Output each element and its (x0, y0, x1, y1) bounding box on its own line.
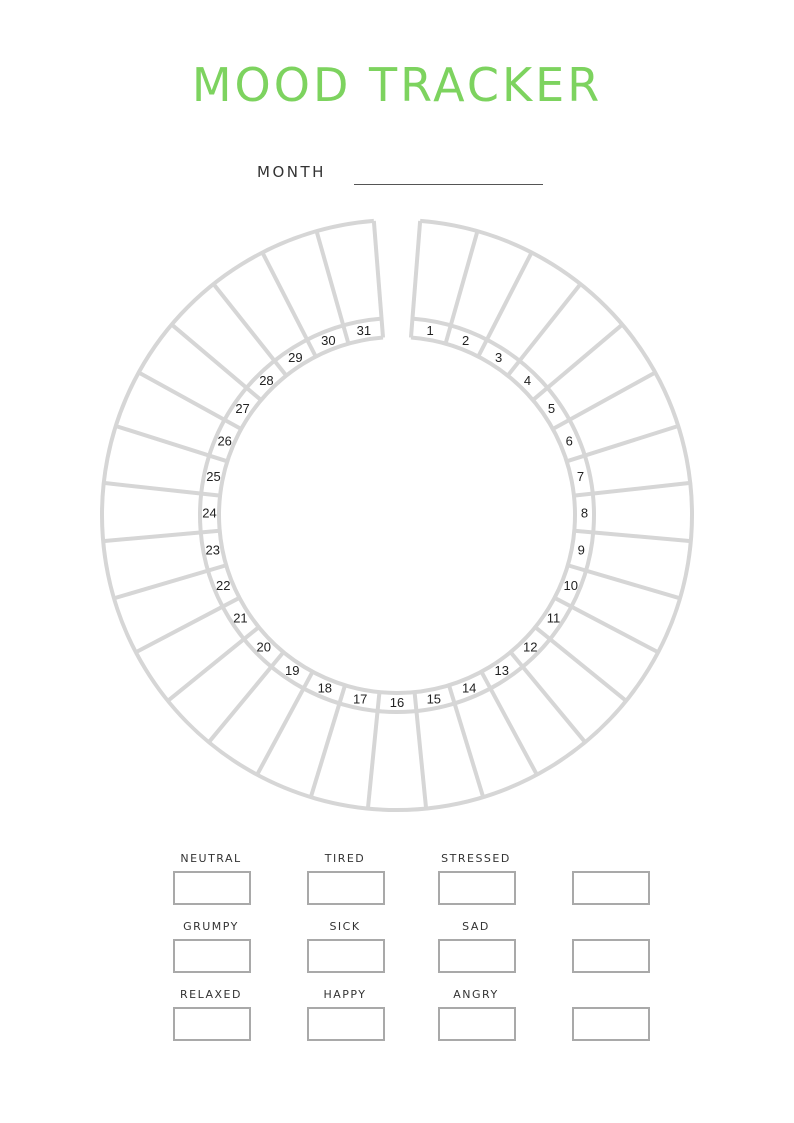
day-number-20: 20 (256, 639, 271, 655)
day-number-10: 10 (563, 577, 579, 593)
day-number-21: 21 (233, 610, 248, 626)
day-number-12: 12 (523, 639, 538, 655)
day-number-9: 9 (577, 542, 585, 558)
day-number-19: 19 (285, 663, 300, 679)
legend-label-relaxed: RELAXED (180, 988, 242, 1001)
legend-color-box-sick[interactable] (307, 939, 385, 973)
day-number-4: 4 (523, 372, 532, 388)
day-number-15: 15 (426, 691, 442, 707)
legend-color-box-neutral[interactable] (173, 871, 251, 905)
legend-color-box-happy[interactable] (307, 1007, 385, 1041)
day-number-18: 18 (317, 680, 333, 696)
day-number-11: 11 (546, 610, 561, 626)
day-number-24: 24 (202, 505, 217, 521)
day-number-30: 30 (321, 333, 336, 349)
legend-label-angry: ANGRY (453, 988, 499, 1001)
month-label: MONTH (257, 163, 326, 181)
day-number-2: 2 (462, 333, 470, 349)
mood-cell-day-16[interactable] (368, 713, 426, 808)
legend-color-box-tired[interactable] (307, 871, 385, 905)
day-number-13: 13 (494, 663, 509, 679)
day-number-27: 27 (235, 401, 250, 417)
day-number-5: 5 (547, 401, 556, 417)
legend-color-box-blank-1[interactable] (572, 871, 650, 905)
legend-color-box-relaxed[interactable] (173, 1007, 251, 1041)
mood-cell-day-24[interactable] (104, 483, 199, 541)
legend-color-box-angry[interactable] (438, 1007, 516, 1041)
legend-color-box-blank-3[interactable] (572, 1007, 650, 1041)
day-number-25: 25 (206, 468, 221, 484)
legend-color-box-grumpy[interactable] (173, 939, 251, 973)
legend-color-box-sad[interactable] (438, 939, 516, 973)
legend-color-box-stressed[interactable] (438, 871, 516, 905)
day-number-1: 1 (426, 322, 434, 338)
day-number-17: 17 (352, 691, 368, 707)
day-number-7: 7 (576, 468, 585, 484)
legend-color-box-blank-2[interactable] (572, 939, 650, 973)
day-number-3: 3 (494, 349, 503, 365)
day-number-26: 26 (217, 433, 232, 449)
day-number-6: 6 (565, 433, 573, 449)
legend-label-sad: SAD (462, 920, 490, 933)
mood-cell-day-8[interactable] (595, 483, 690, 541)
day-number-28: 28 (259, 372, 274, 388)
legend-label-neutral: NEUTRAL (180, 852, 242, 865)
legend-label-happy: HAPPY (323, 988, 367, 1001)
day-number-8: 8 (580, 505, 589, 521)
day-number-23: 23 (205, 542, 221, 558)
inner-ring (219, 338, 575, 693)
day-number-29: 29 (288, 349, 303, 365)
day-number-14: 14 (461, 680, 477, 696)
day-number-22: 22 (215, 577, 231, 593)
day-number-31: 31 (356, 322, 372, 338)
legend-label-tired: TIRED (324, 852, 366, 865)
day-number-16: 16 (389, 695, 405, 710)
legend-label-sick: SICK (329, 920, 361, 933)
page-title: MOOD TRACKER (191, 58, 603, 112)
legend-label-stressed: STRESSED (441, 852, 511, 865)
legend-label-grumpy: GRUMPY (183, 920, 239, 933)
